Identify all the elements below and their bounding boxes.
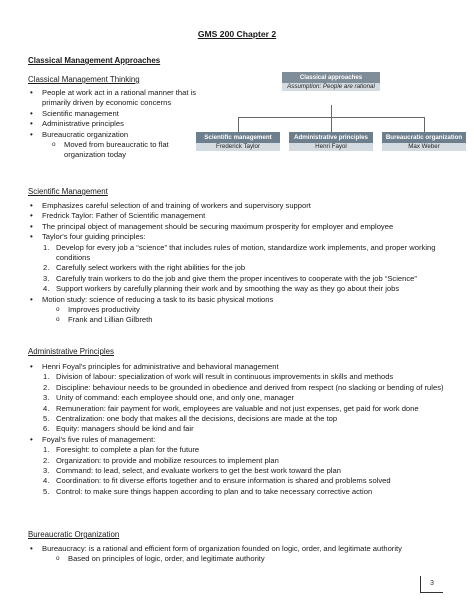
list-subitem: 5. Centralization: one body that makes all the decisions, decisions are made at the top <box>28 414 448 424</box>
list-subitem: 2. Carefully select workers with the right abilities for the job <box>28 263 448 273</box>
diagram-child-person: Max Weber <box>382 143 466 151</box>
page-number: 3 <box>420 576 443 593</box>
list-subitem: 4. Support workers by carefully planning their work and by smoothing the way as they go about their jobs <box>28 284 448 294</box>
list-item: • Bureaucracy: is a rational and efficient form of organization founded on logic, order, and legitimate authority <box>28 544 448 554</box>
thinking-list <box>28 88 198 161</box>
list-item: • Fredrick Taylor: Father of Scientific management <box>28 211 448 221</box>
scientific-list <box>28 201 448 326</box>
list-item: • Administrative principles <box>28 119 198 129</box>
list-subitem: 3. Carefully train workers to do the job and give them the proper incentives to cooperate with the job “Science” <box>28 274 448 284</box>
list-item: • People at work act in a rational manner that is primarily driven by economic concerns <box>28 88 198 109</box>
diagram-child-person: Frederick Taylor <box>196 143 280 151</box>
subheading-thinking: Classical Management Thinking <box>28 75 140 84</box>
list-subitem: 4. Remuneration: fair payment for work, employees are valuable and not just expenses, get paid for work done <box>28 404 448 414</box>
list-subitem: o Improves productivity <box>28 305 448 315</box>
bureaucratic-list <box>28 544 448 565</box>
list-subitem: 5. Control: to make sure things happen according to plan and to take necessary corrective action <box>28 487 448 497</box>
diagram-root-assumption: Assumption: People are rational <box>282 83 380 91</box>
diagram-child-title: Administrative principles <box>289 132 373 143</box>
list-subitem: 1. Division of labour: specialization of work will result in continuous improvements in skills and methods <box>28 372 448 382</box>
section-heading-classical: Classical Management Approaches <box>28 56 161 65</box>
connector-line <box>424 117 425 132</box>
list-item: • Emphasizes careful selection of and training of workers and supervisory support <box>28 201 448 211</box>
diagram-root-title: Classical approaches <box>282 72 380 83</box>
subheading-bureaucratic: Bureaucratic Organization <box>28 530 120 539</box>
list-item: • Taylor's four guiding principles: <box>28 232 448 242</box>
list-subitem: 1. Develop for every job a “science” that includes rules of motion, standardize work implements, and proper working conditions <box>28 243 448 264</box>
diagram-child-title: Scientific management <box>196 132 280 143</box>
list-subitem: 4. Coordination: to fit diverse efforts together and to ensure information is shared and problems solved <box>28 476 448 486</box>
list-item: • Bureaucratic organization <box>28 130 198 140</box>
diagram-child-box <box>289 132 373 151</box>
list-item: • Motion study: science of reducing a task to its basic physical motions <box>28 295 448 305</box>
list-subitem: 3. Unity of command: each employee should one, and only one, manager <box>28 393 448 403</box>
connector-line <box>331 117 332 132</box>
diagram-child-box <box>196 132 280 151</box>
list-item: • The principal object of management should be securing maximum prosperity for employer and employee <box>28 222 448 232</box>
list-subitem: o Moved from bureaucratic to flat organization today <box>28 140 198 161</box>
subheading-administrative: Administrative Principles <box>28 347 114 356</box>
list-subitem: 2. Discipline: behaviour needs to be grounded in obedience and derived from respect (no slacking or bending of rules) <box>28 383 448 393</box>
diagram-child-title: Bureaucratic organization <box>382 132 466 143</box>
list-subitem: 3. Command: to lead, select, and evaluate workers to get the best work toward the plan <box>28 466 448 476</box>
list-subitem: 6. Equity: managers should be kind and fair <box>28 424 448 434</box>
diagram-child-person: Henri Fayol <box>289 143 373 151</box>
subheading-scientific: Scientific Management <box>28 187 108 196</box>
diagram-root-box <box>282 72 380 91</box>
diagram-child-box <box>382 132 466 151</box>
classical-approaches-diagram <box>196 72 464 170</box>
list-subitem: 2. Organization: to provide and mobilize resources to implement plan <box>28 456 448 466</box>
list-subitem: o Frank and Lillian Gilbreth <box>28 315 448 325</box>
list-subitem: o Based on principles of logic, order, and legitimate authority <box>28 554 448 564</box>
list-subitem: 1. Foresight: to complete a plan for the future <box>28 445 448 455</box>
document-title: GMS 200 Chapter 2 <box>197 29 277 39</box>
connector-line <box>238 117 239 132</box>
list-item: • Scientific management <box>28 109 198 119</box>
connector-line <box>331 105 332 117</box>
list-item: • Foyal's five rules of management: <box>28 435 448 445</box>
administrative-list <box>28 362 448 497</box>
list-item: • Henri Foyal's principles for administrative and behavioral management <box>28 362 448 372</box>
